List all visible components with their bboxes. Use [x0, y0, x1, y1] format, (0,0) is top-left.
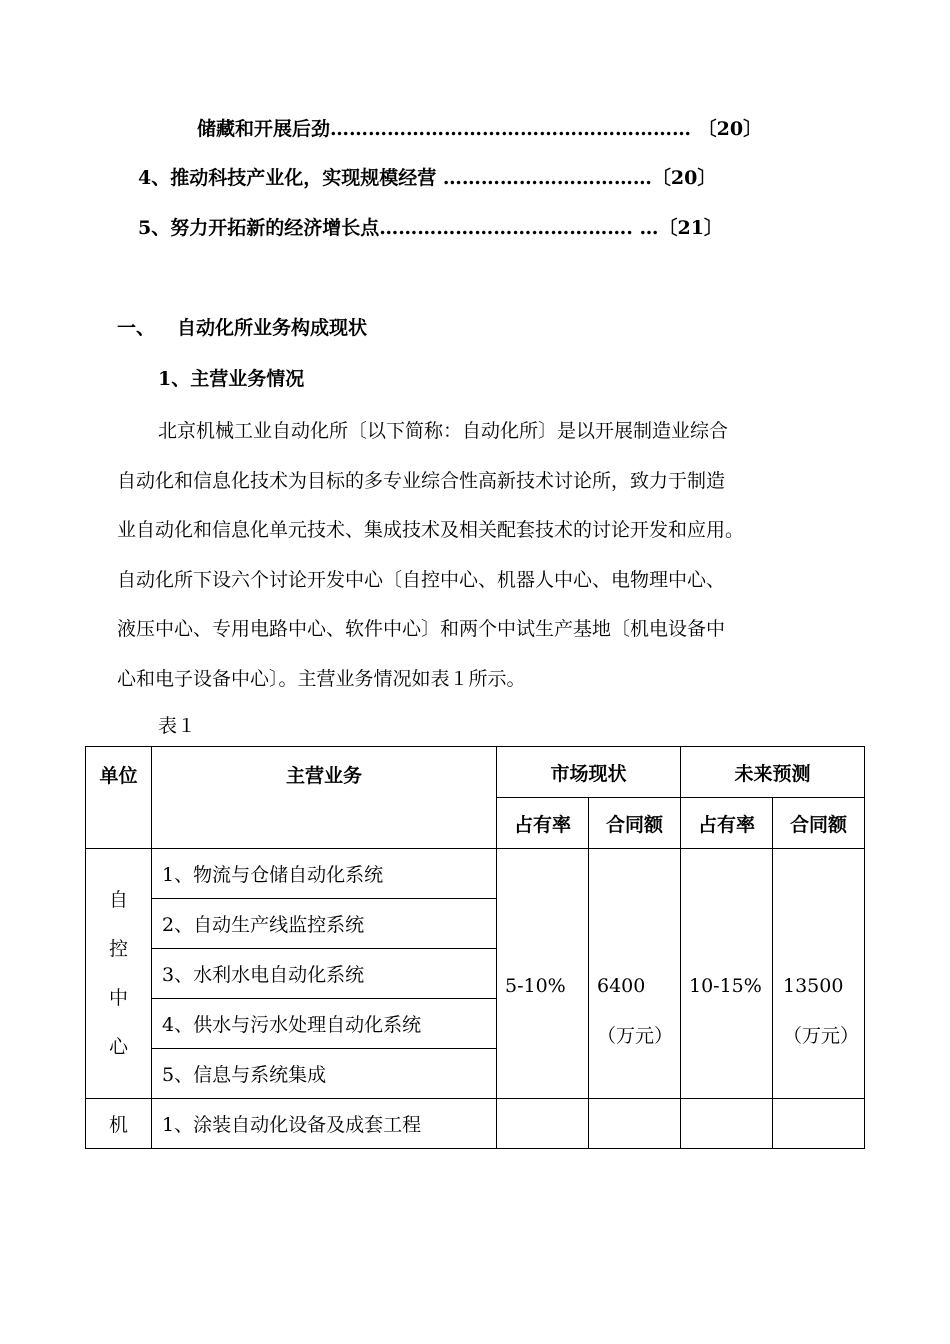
- business-item: 2、自动生产线监控系统: [152, 899, 497, 949]
- paragraph-line: 北京机械工业自动化所〔以下简称：自动化所〕是以开展制造业综合: [158, 420, 729, 442]
- market-share-cell: [497, 849, 589, 1099]
- business-item: 3、水利水电自动化系统: [152, 949, 497, 999]
- unit-char: 心: [108, 1035, 128, 1058]
- empty-cell: [497, 1099, 589, 1149]
- toc-text: 推动科技产业化，实现规模经营: [170, 167, 437, 189]
- business-item: 1、涂装自动化设备及成套工程: [152, 1099, 497, 1149]
- subsection-heading: 1、主营业务情况: [158, 368, 305, 390]
- forecast-share-value: 10-15%: [689, 975, 762, 997]
- header-market-share: 占有率: [497, 798, 589, 849]
- table-row: [86, 849, 865, 899]
- unit-char: 自: [108, 888, 128, 911]
- unit-cell: [86, 849, 152, 1099]
- forecast-contract-cell: [773, 849, 865, 1099]
- toc-leader: …………………………………. …: [379, 217, 659, 239]
- empty-cell: [773, 1099, 865, 1149]
- header-unit: 单位: [86, 747, 152, 849]
- toc-entry-2: [138, 163, 716, 190]
- header-forecast-contract: 合同额: [773, 798, 865, 849]
- market-contract-cell: [589, 849, 681, 1099]
- table-caption: 表１: [158, 715, 197, 737]
- header-business: 主营业务: [152, 747, 497, 849]
- table-header-row: [86, 747, 865, 798]
- toc-leader: ……………………………: [436, 167, 652, 189]
- unit-cell: 机: [86, 1099, 152, 1149]
- paragraph-line: 业自动化和信息化单元技术、集成技术及相关配套技术的讨论开发和应用。: [117, 519, 745, 541]
- header-market: 市场现状: [497, 747, 681, 798]
- table-row: [86, 1099, 865, 1149]
- business-item: 5、信息与系统集成: [152, 1049, 497, 1099]
- unit-char: 中: [108, 986, 128, 1009]
- market-contract-unit: （万元）: [597, 1025, 674, 1047]
- toc-page: 〔20〕: [697, 118, 763, 140]
- market-contract-value: 6400: [597, 975, 646, 997]
- toc-text: 储藏和开展后劲: [197, 118, 331, 140]
- empty-cell: [681, 1099, 773, 1149]
- paragraph-line: 液压中心、专用电路中心、软件中心〕和两个中试生产基地〔机电设备中: [117, 618, 726, 640]
- paragraph-line: 自动化所下设六个讨论开发中心〔自控中心、机器人中心、电物理中心、: [117, 568, 726, 591]
- toc-number: 5、: [138, 217, 171, 239]
- header-forecast-share: 占有率: [681, 798, 773, 849]
- forecast-contract-unit: （万元）: [783, 1025, 860, 1047]
- toc-text: 努力开拓新的经济增长点: [170, 217, 380, 239]
- toc-page: 〔21〕: [658, 217, 723, 239]
- toc-entry-3: [138, 213, 723, 240]
- unit-char: 控: [108, 937, 128, 960]
- header-market-contract: 合同额: [589, 798, 681, 849]
- empty-cell: [589, 1099, 681, 1149]
- section-heading: [117, 313, 367, 340]
- section-title: 自动化所业务构成现状: [177, 317, 368, 339]
- section-number: 一、: [117, 317, 156, 339]
- business-table: [85, 746, 865, 1149]
- toc-number: 4、: [138, 167, 171, 189]
- forecast-share-cell: [681, 849, 773, 1099]
- toc-entry-1: [197, 114, 762, 141]
- header-forecast: 未来预测: [681, 747, 865, 798]
- paragraph-line: 心和电子设备中心〕。主营业务情况如表１所示。: [117, 667, 526, 690]
- paragraph-line: 自动化和信息化技术为目标的多专业综合性高新技术讨论所，致力于制造: [117, 469, 726, 492]
- forecast-contract-value: 13500: [783, 975, 844, 997]
- toc-page: 〔20〕: [651, 167, 717, 189]
- business-item: 4、供水与污水处理自动化系统: [152, 999, 497, 1049]
- toc-leader: …………………………………………………: [330, 118, 692, 140]
- body-paragraph: [117, 407, 857, 704]
- market-share-value: 5-10%: [505, 975, 566, 997]
- business-item: 1、物流与仓储自动化系统: [152, 849, 497, 899]
